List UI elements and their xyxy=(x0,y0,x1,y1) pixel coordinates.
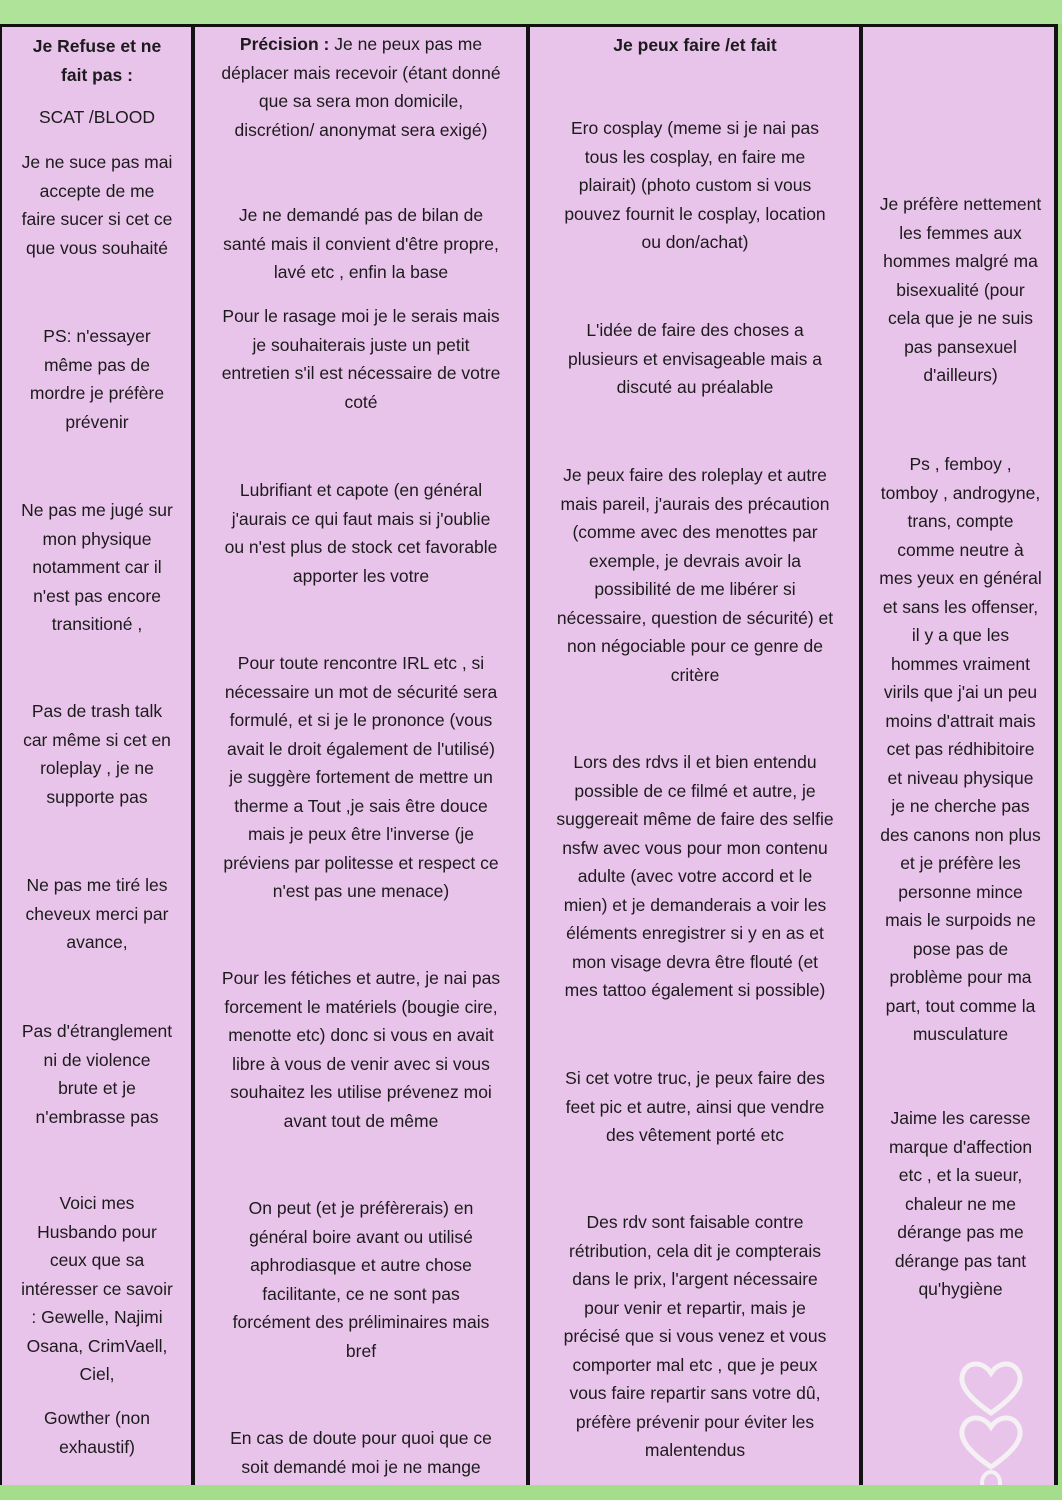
refuse-item-biting: PS: n'essayer même pas de mordre je préfère prévenir xyxy=(29,326,165,432)
refuse-item-strangling: Pas d'étranglement ni de violence brute et je n'embrasse pas xyxy=(21,1021,173,1127)
can-do-item-group: L'idée de faire des choses a plusieurs et envisageable mais a discuté au préalable xyxy=(568,320,822,397)
can-do-item-roleplay: Je peux faire des roleplay et autre mais pareil, j'aurais des précaution (comme avec des menottes par exemple, je devrais avoir la possibilité de me libérer si nécessaire, question de sécurité) et non négociable pour ce genre de critère xyxy=(556,465,834,685)
precision-label: Précision : xyxy=(239,34,330,54)
precision-item-health: Je ne demandé pas de bilan de santé mais il convient d'être propre, lavé etc , enfin la base xyxy=(223,205,499,282)
bottom-green-strip xyxy=(0,1485,1062,1500)
refuse-item-husbando: Voici mes Husbando pour ceux que sa intéresser ce savoir : Gewelle, Najimi Osana, CrimVaell, Ciel, xyxy=(21,1193,173,1384)
right-border xyxy=(1054,27,1058,1485)
can-do-item-filming: Lors des rdvs il et bien entendu possible de ce filmé et autre, je suggereait même de faire des selfie nsfw avec vous pour mon contenu adulte (avec votre accord et le mien) et je demanderais a voir les éléments enregistrer si y en as et mon visage devra être flouté (et mes tattoo également si possible) xyxy=(556,752,834,1000)
column-refuse-header: Je Refuse et ne fait pas : xyxy=(32,36,162,85)
hearts-outline-icon xyxy=(955,1355,1027,1500)
refuse-item-oral: Je ne suce pas mai accepte de me faire sucer si cet ce que vous souhaité xyxy=(21,152,173,258)
refuse-item-judge: Ne pas me jugé sur mon physique notamment car il n'est pas encore transitioné , xyxy=(21,500,173,634)
preference-item-affection: Jaime les caresse marque d'affection etc , et la sueur, chaleur ne me dérange pas me dérange pas tant qu'hygiène xyxy=(888,1108,1033,1299)
column-preferences xyxy=(863,27,1058,1485)
refuse-item-hair: Ne pas me tiré les cheveux merci par avance, xyxy=(25,875,169,952)
precision-text: Je ne peux pas me déplacer mais recevoir (étant donné que sa sera mon domicile, discrétion/ anonymat sera exigé) xyxy=(221,34,501,140)
precision-item-fetish: Pour les fétiches et autre, je nai pas forcement le matériels (bougie cire, menotte etc) donc si vous en avait libre à vous de venir avec si vous souhaitez les utilise prévenez moi avant tout de même xyxy=(221,968,501,1131)
preference-item-neutral: Ps , femboy , tomboy , androgyne, trans, compte comme neutre à mes yeux en général et sans les offenser, il y a que les hommes vraiment virils que j'ai un peu moins d'attrait mais cet pas rédhibitoire et niveau physique je ne cherche pas des canons non plus et je préfère les personne mince mais le surpoids ne pose pas de problème pour ma part, tout comme la musculature xyxy=(879,454,1042,1044)
can-do-item-feet: Si cet votre truc, je peux faire des feet pic et autre, ainsi que vendre des vêtement porté etc xyxy=(565,1068,825,1145)
column-precision-header xyxy=(195,30,527,144)
refuse-item-trash-talk: Pas de trash talk car même si cet en roleplay , je ne supporte pas xyxy=(23,701,171,807)
column-can-do xyxy=(530,27,860,1485)
precision-item-shaving: Pour le rasage moi je le serais mais je souhaiterais juste un petit entretien s'il est nécessaire de votre coté xyxy=(221,306,501,412)
precision-item-safe-word: Pour toute rencontre IRL etc , si nécessaire un mot de sécurité sera formulé, et si je le prononce (vous avait le droit également de l'utilisé) je suggère fortement de mettre un therme a Tout ,je sais être douce mais je peux être l'inverse (je préviens par politesse et respect ce n'est pas une menace) xyxy=(223,653,499,901)
top-green-strip xyxy=(0,0,1062,24)
precision-item-doubt: En cas de doute pour quoi que ce soit demandé moi je ne mange xyxy=(230,1428,492,1477)
refuse-item-non-exhaustive: Gowther (non exhaustif) xyxy=(43,1408,151,1457)
refuse-item-scat: SCAT /BLOOD xyxy=(38,107,156,127)
column-refuse xyxy=(2,27,192,1485)
precision-item-drinks: On peut (et je préfèrerais) en général boire avant ou utilisé aphrodiasque et autre chose facilitante, ce ne sont pas forcément des préliminaires mais bref xyxy=(232,1198,490,1361)
can-do-item-cosplay: Ero cosplay (meme si je nai pas tous les cosplay, en faire me plairait) (photo custom si vous pouvez fournit le cosplay, location ou don/achat) xyxy=(564,118,826,252)
preference-item-women: Je préfère nettement les femmes aux hommes malgré ma bisexualité (pour cela que je ne suis pas pansexuel d'ailleurs) xyxy=(879,194,1042,385)
can-do-item-rdv: Des rdv sont faisable contre rétribution, cela dit je compterais dans le prix, l'argent nécessaire pour venir et repartir, mais je précisé que si vous venez et vous comporter mal etc , que je peux vous faire repartir sans votre dû, préfère prévenir pour éviter les malentendus xyxy=(563,1212,827,1460)
column-can-do-header: Je peux faire /et fait xyxy=(613,35,777,55)
column-precision xyxy=(195,27,527,1485)
rules-table xyxy=(0,24,1058,1485)
precision-item-lubricant: Lubrifiant et capote (en général j'aurais ce qui faut mais si j'oublie ou n'est plus de stock cet favorable apporter les votre xyxy=(224,480,498,586)
